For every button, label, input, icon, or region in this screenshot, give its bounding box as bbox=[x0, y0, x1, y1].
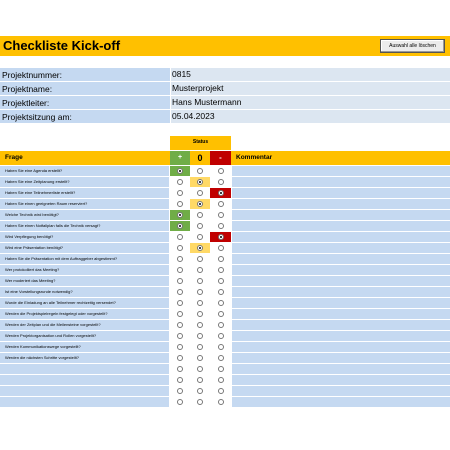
comment-cell[interactable] bbox=[232, 320, 450, 330]
radio-plus[interactable] bbox=[177, 212, 183, 218]
status-cell-plus bbox=[170, 166, 190, 176]
status-cell-zero bbox=[190, 364, 210, 374]
table-row bbox=[0, 331, 450, 342]
question-text: Haben Sie einen Notfallplan falls die Technik versagt? bbox=[0, 221, 169, 231]
radio-minus[interactable] bbox=[218, 355, 224, 361]
question-text bbox=[0, 364, 169, 374]
status-cell-minus bbox=[210, 287, 231, 297]
status-cell-minus bbox=[210, 166, 231, 176]
comment-cell[interactable] bbox=[232, 331, 450, 341]
table-row bbox=[0, 276, 450, 287]
status-cell-zero bbox=[190, 276, 210, 286]
info-row-project-name bbox=[0, 82, 450, 96]
radio-minus[interactable] bbox=[218, 399, 224, 405]
comment-cell[interactable] bbox=[232, 397, 450, 407]
project-number-field[interactable]: 0815 bbox=[170, 68, 450, 81]
status-cell-plus bbox=[170, 320, 190, 330]
status-cell-zero bbox=[190, 243, 210, 253]
radio-zero[interactable] bbox=[197, 300, 203, 306]
comment-cell[interactable] bbox=[232, 188, 450, 198]
radio-zero[interactable] bbox=[197, 289, 203, 295]
radio-minus[interactable] bbox=[218, 311, 224, 317]
status-cell-minus bbox=[210, 364, 231, 374]
radio-minus[interactable] bbox=[218, 168, 224, 174]
radio-zero[interactable] bbox=[197, 278, 203, 284]
table-header bbox=[0, 151, 450, 165]
table-row bbox=[0, 221, 450, 232]
radio-plus[interactable] bbox=[177, 278, 183, 284]
comment-cell[interactable] bbox=[232, 199, 450, 209]
radio-zero[interactable] bbox=[197, 212, 203, 218]
radio-plus[interactable] bbox=[177, 190, 183, 196]
status-cell-plus bbox=[170, 232, 190, 242]
radio-zero[interactable] bbox=[197, 311, 203, 317]
question-text: Werden der Zeitplan und die Meilensteine vorgestellt? bbox=[0, 320, 169, 330]
status-cell-minus bbox=[210, 342, 231, 352]
status-cell-minus bbox=[210, 353, 231, 363]
comment-cell[interactable] bbox=[232, 210, 450, 220]
radio-minus[interactable] bbox=[218, 322, 224, 328]
status-cell-minus bbox=[210, 375, 231, 385]
comment-cell[interactable] bbox=[232, 254, 450, 264]
radio-minus[interactable] bbox=[218, 179, 224, 185]
status-cell-plus bbox=[170, 254, 190, 264]
status-cell-minus bbox=[210, 265, 231, 275]
comment-cell[interactable] bbox=[232, 298, 450, 308]
status-cell-zero bbox=[190, 199, 210, 209]
radio-minus[interactable] bbox=[218, 201, 224, 207]
question-text: Ist eine Vorstellungsrunde notwendig? bbox=[0, 287, 169, 297]
table-row bbox=[0, 320, 450, 331]
status-cell-minus bbox=[210, 320, 231, 330]
comment-cell[interactable] bbox=[232, 221, 450, 231]
status-cell-minus bbox=[210, 276, 231, 286]
info-row-project-lead bbox=[0, 96, 450, 110]
table-row bbox=[0, 353, 450, 364]
status-cell-plus bbox=[170, 397, 190, 407]
status-cell-plus bbox=[170, 177, 190, 187]
question-text bbox=[0, 375, 169, 385]
status-cell-plus bbox=[170, 331, 190, 341]
status-cell-zero bbox=[190, 177, 210, 187]
table-row bbox=[0, 375, 450, 386]
radio-minus[interactable] bbox=[218, 267, 224, 273]
question-column-header: Frage bbox=[5, 154, 23, 161]
comment-cell[interactable] bbox=[232, 166, 450, 176]
radio-minus[interactable] bbox=[218, 377, 224, 383]
radio-zero[interactable] bbox=[197, 256, 203, 262]
radio-minus[interactable] bbox=[218, 388, 224, 394]
comment-cell[interactable] bbox=[232, 386, 450, 396]
question-text: Welche Technik wird benötigt? bbox=[0, 210, 169, 220]
radio-plus[interactable] bbox=[177, 355, 183, 361]
status-cell-zero bbox=[190, 397, 210, 407]
status-cell-zero bbox=[190, 166, 210, 176]
radio-plus[interactable] bbox=[177, 245, 183, 251]
status-header: Status bbox=[170, 136, 231, 150]
status-zero-header: 0 bbox=[190, 151, 210, 165]
radio-plus[interactable] bbox=[177, 388, 183, 394]
question-text: Haben Sie einen geeigneten Raum reserviert? bbox=[0, 199, 169, 209]
status-cell-minus bbox=[210, 221, 231, 231]
radio-minus[interactable] bbox=[218, 212, 224, 218]
radio-zero[interactable] bbox=[197, 366, 203, 372]
radio-plus[interactable] bbox=[177, 179, 183, 185]
radio-plus[interactable] bbox=[177, 344, 183, 350]
status-cell-plus bbox=[170, 342, 190, 352]
question-text: Wurde die Einladung an alle Teilnehmer rechtzeitig versendet? bbox=[0, 298, 169, 308]
status-cell-zero bbox=[190, 254, 210, 264]
status-cell-zero bbox=[190, 309, 210, 319]
info-label: Projektnummer: bbox=[2, 70, 62, 80]
table-row bbox=[0, 177, 450, 188]
clear-selection-button[interactable]: Auswahl alle löschen bbox=[380, 39, 445, 53]
project-name-field[interactable]: Musterprojekt bbox=[170, 82, 450, 95]
table-row bbox=[0, 210, 450, 221]
question-text bbox=[0, 386, 169, 396]
table-row bbox=[0, 298, 450, 309]
comment-cell[interactable] bbox=[232, 342, 450, 352]
radio-zero[interactable] bbox=[197, 355, 203, 361]
status-cell-zero bbox=[190, 232, 210, 242]
comment-cell[interactable] bbox=[232, 287, 450, 297]
table-row bbox=[0, 188, 450, 199]
status-cell-zero bbox=[190, 331, 210, 341]
question-text: Wird eine Präsentation benötigt? bbox=[0, 243, 169, 253]
question-text: Haben Sie eine Agenda erstellt? bbox=[0, 166, 169, 176]
radio-plus[interactable] bbox=[177, 234, 183, 240]
radio-zero[interactable] bbox=[197, 388, 203, 394]
status-cell-minus bbox=[210, 177, 231, 187]
table-row bbox=[0, 232, 450, 243]
radio-zero[interactable] bbox=[197, 223, 203, 229]
radio-zero[interactable] bbox=[197, 190, 203, 196]
question-text: Wer moderiert das Meeting? bbox=[0, 276, 169, 286]
radio-minus[interactable] bbox=[218, 289, 224, 295]
table-row bbox=[0, 243, 450, 254]
table-row bbox=[0, 397, 450, 408]
radio-zero[interactable] bbox=[197, 333, 203, 339]
radio-minus[interactable] bbox=[218, 223, 224, 229]
status-cell-minus bbox=[210, 254, 231, 264]
question-text: Wer protokolliert das Meeting? bbox=[0, 265, 169, 275]
radio-minus[interactable] bbox=[218, 245, 224, 251]
radio-minus[interactable] bbox=[218, 366, 224, 372]
comment-cell[interactable] bbox=[232, 276, 450, 286]
status-minus-header: - bbox=[210, 151, 231, 165]
status-cell-zero bbox=[190, 320, 210, 330]
table-row bbox=[0, 364, 450, 375]
table-row bbox=[0, 254, 450, 265]
table-row bbox=[0, 199, 450, 210]
radio-zero[interactable] bbox=[197, 234, 203, 240]
radio-zero[interactable] bbox=[197, 377, 203, 383]
comment-cell[interactable] bbox=[232, 243, 450, 253]
radio-plus[interactable] bbox=[177, 366, 183, 372]
radio-minus[interactable] bbox=[218, 344, 224, 350]
status-cell-minus bbox=[210, 210, 231, 220]
table-row bbox=[0, 166, 450, 177]
meeting-date-field[interactable]: 05.04.2023 bbox=[170, 110, 450, 123]
checklist-sheet bbox=[0, 36, 450, 412]
radio-zero[interactable] bbox=[197, 179, 203, 185]
radio-zero[interactable] bbox=[197, 245, 203, 251]
status-cell-plus bbox=[170, 221, 190, 231]
radio-minus[interactable] bbox=[218, 278, 224, 284]
question-text: Haben Sie eine Teilnehmerliste erstellt? bbox=[0, 188, 169, 198]
status-cell-plus bbox=[170, 353, 190, 363]
info-row-meeting-date bbox=[0, 110, 450, 124]
status-cell-minus bbox=[210, 386, 231, 396]
status-cell-plus bbox=[170, 287, 190, 297]
question-text: Werden die nächsten Schritte vorgestellt? bbox=[0, 353, 169, 363]
info-label: Projektsitzung am: bbox=[2, 112, 72, 122]
status-cell-plus bbox=[170, 210, 190, 220]
question-text: Werden die Projektspielregeln festgelegt oder vorgestellt? bbox=[0, 309, 169, 319]
radio-plus[interactable] bbox=[177, 267, 183, 273]
radio-plus[interactable] bbox=[177, 168, 183, 174]
table-row bbox=[0, 287, 450, 298]
radio-plus[interactable] bbox=[177, 289, 183, 295]
comment-cell[interactable] bbox=[232, 364, 450, 374]
status-cell-zero bbox=[190, 221, 210, 231]
status-cell-minus bbox=[210, 188, 231, 198]
status-cell-plus bbox=[170, 243, 190, 253]
status-cell-minus bbox=[210, 298, 231, 308]
comment-cell[interactable] bbox=[232, 177, 450, 187]
table-row bbox=[0, 386, 450, 397]
status-cell-plus bbox=[170, 309, 190, 319]
status-cell-plus bbox=[170, 199, 190, 209]
radio-plus[interactable] bbox=[177, 333, 183, 339]
radio-zero[interactable] bbox=[197, 399, 203, 405]
status-cell-zero bbox=[190, 342, 210, 352]
radio-zero[interactable] bbox=[197, 344, 203, 350]
status-cell-plus bbox=[170, 375, 190, 385]
status-cell-zero bbox=[190, 265, 210, 275]
page-title: Checkliste Kick-off bbox=[3, 38, 121, 53]
radio-plus[interactable] bbox=[177, 399, 183, 405]
table-row bbox=[0, 265, 450, 276]
question-text: Haben Sie eine Zeitplanung erstellt? bbox=[0, 177, 169, 187]
question-text: Werden Kommunikationswege vorgestellt? bbox=[0, 342, 169, 352]
radio-minus[interactable] bbox=[218, 300, 224, 306]
radio-zero[interactable] bbox=[197, 168, 203, 174]
radio-minus[interactable] bbox=[218, 234, 224, 240]
radio-plus[interactable] bbox=[177, 377, 183, 383]
radio-zero[interactable] bbox=[197, 267, 203, 273]
status-cell-minus bbox=[210, 397, 231, 407]
status-plus-header: + bbox=[170, 151, 190, 165]
radio-zero[interactable] bbox=[197, 201, 203, 207]
status-cell-zero bbox=[190, 210, 210, 220]
question-text bbox=[0, 397, 169, 407]
status-cell-plus bbox=[170, 386, 190, 396]
status-cell-zero bbox=[190, 298, 210, 308]
radio-plus[interactable] bbox=[177, 322, 183, 328]
comment-cell[interactable] bbox=[232, 309, 450, 319]
table-row bbox=[0, 309, 450, 320]
status-cell-plus bbox=[170, 188, 190, 198]
radio-minus[interactable] bbox=[218, 256, 224, 262]
info-label: Projektname: bbox=[2, 84, 53, 94]
status-cell-minus bbox=[210, 331, 231, 341]
radio-plus[interactable] bbox=[177, 300, 183, 306]
status-cell-zero bbox=[190, 386, 210, 396]
radio-zero[interactable] bbox=[197, 322, 203, 328]
radio-minus[interactable] bbox=[218, 333, 224, 339]
title-bar bbox=[0, 36, 450, 56]
info-row-project-number bbox=[0, 68, 450, 82]
question-text: Wird Verpflegung benötigt? bbox=[0, 232, 169, 242]
status-cell-zero bbox=[190, 375, 210, 385]
project-lead-field[interactable]: Hans Mustermann bbox=[170, 96, 450, 109]
status-cell-minus bbox=[210, 243, 231, 253]
comment-cell[interactable] bbox=[232, 265, 450, 275]
radio-plus[interactable] bbox=[177, 256, 183, 262]
status-cell-plus bbox=[170, 298, 190, 308]
info-label: Projektleiter: bbox=[2, 98, 50, 108]
radio-plus[interactable] bbox=[177, 223, 183, 229]
status-cell-zero bbox=[190, 353, 210, 363]
status-cell-minus bbox=[210, 232, 231, 242]
comment-column-header: Kommentar bbox=[236, 154, 273, 161]
status-cell-plus bbox=[170, 364, 190, 374]
status-cell-plus bbox=[170, 276, 190, 286]
status-cell-zero bbox=[190, 188, 210, 198]
comment-cell[interactable] bbox=[232, 375, 450, 385]
status-cell-plus bbox=[170, 265, 190, 275]
question-text: Haben Sie die Präsentation mit dem Auftraggeber abgestimmt? bbox=[0, 254, 169, 264]
radio-plus[interactable] bbox=[177, 201, 183, 207]
status-cell-minus bbox=[210, 309, 231, 319]
status-cell-minus bbox=[210, 199, 231, 209]
status-cell-zero bbox=[190, 287, 210, 297]
question-text: Werden Projektorganisation und Rollen vorgestellt? bbox=[0, 331, 169, 341]
comment-cell[interactable] bbox=[232, 232, 450, 242]
radio-plus[interactable] bbox=[177, 311, 183, 317]
comment-cell[interactable] bbox=[232, 353, 450, 363]
table-row bbox=[0, 342, 450, 353]
radio-minus[interactable] bbox=[218, 190, 224, 196]
